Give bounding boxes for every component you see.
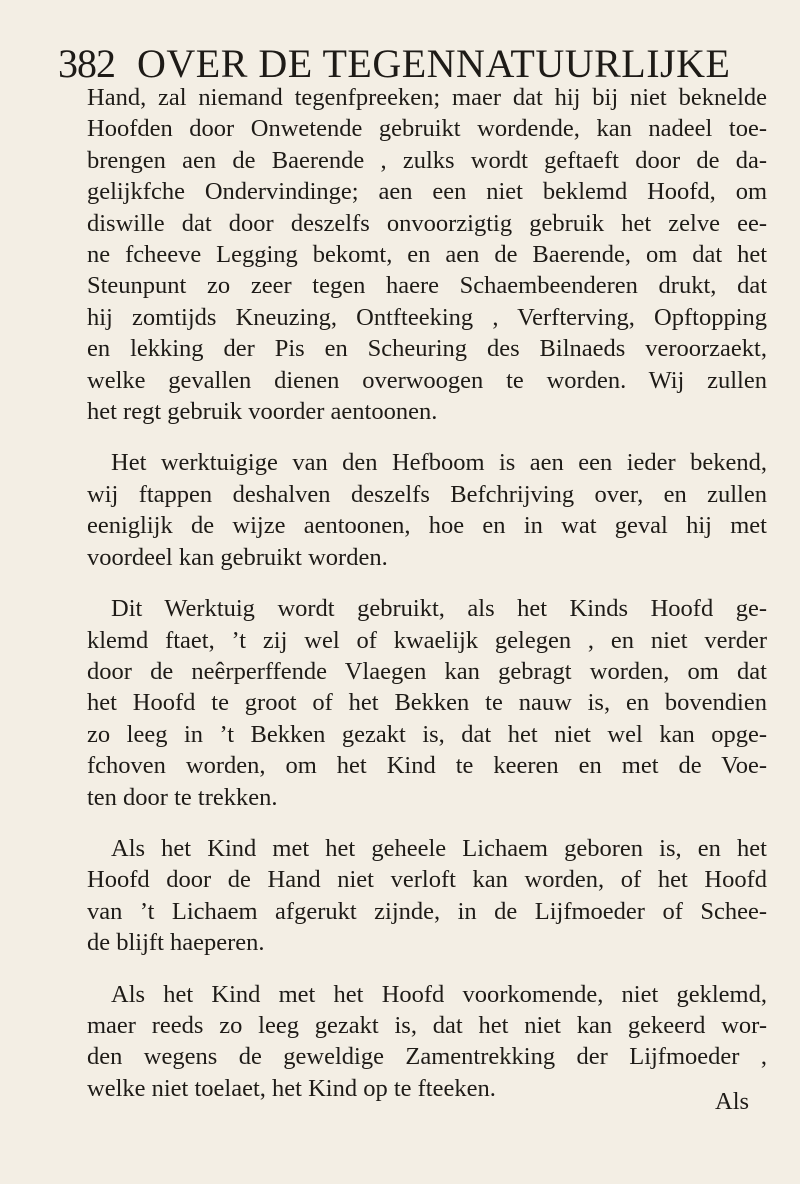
paragraph xyxy=(87,82,767,427)
text-line: Het werktuigige van den Hefboom is aen een ieder bekend, xyxy=(111,449,767,477)
running-title: OVER DE TEGENNATUURLIJKE xyxy=(137,41,731,86)
paragraph xyxy=(87,593,767,813)
text-line: het regt gebruik voorder aentoonen. xyxy=(87,398,438,426)
text-line: wij ftappen deshalven deszelfs Befchrijving over, en zullen xyxy=(87,480,767,508)
text-line: door de neêrperffende Vlaegen kan gebragt worden, om dat xyxy=(87,657,767,685)
text-line: maer reeds zo leeg gezakt is, dat het niet kan gekeerd wor- xyxy=(87,1011,767,1039)
text-line: hij zomtijds Kneuzing, Ontfteeking , Verfterving, Opftopping xyxy=(87,303,767,331)
text-line: welke niet toelaet, het Kind op te fteeken. xyxy=(87,1074,496,1102)
text-line: het Hoofd te groot of het Bekken te nauw is, en bovendien xyxy=(87,689,767,717)
text-line: Hoofden door Onwetende gebruikt wordende, kan nadeel toe- xyxy=(87,115,767,143)
text-line: Steunpunt zo zeer tegen haere Schaembeenderen drukt, dat xyxy=(87,272,767,300)
text-line: voordeel kan gebruikt worden. xyxy=(87,543,388,571)
body-text xyxy=(87,82,767,1104)
text-line: van ’t Lichaem afgerukt zijnde, in de Lijfmoeder of Schee- xyxy=(87,897,767,925)
text-line: fchoven worden, om het Kind te keeren en met de Voe- xyxy=(87,752,767,780)
text-line: welke gevallen dienen overwoogen te worden. Wij zullen xyxy=(87,366,767,394)
text-line: ne fcheeve Legging bekomt, en aen de Baerende, om dat het xyxy=(87,241,767,269)
text-line: diswille dat door deszelfs onvoorzigtig gebruik het zelve ee- xyxy=(87,209,767,237)
text-line: gelijkfche Ondervindinge; aen een niet beklemd Hoofd, om xyxy=(87,178,767,206)
text-line: eeniglijk de wijze aentoonen, hoe en in wat geval hij met xyxy=(87,512,767,540)
text-line: Dit Werktuig wordt gebruikt, als het Kinds Hoofd ge- xyxy=(111,595,767,623)
paragraph xyxy=(87,447,767,573)
text-line: en lekking der Pis en Scheuring des Bilnaeds veroorzaekt, xyxy=(87,335,767,363)
text-line: den wegens de geweldige Zamentrekking der Lijfmoeder , xyxy=(87,1043,767,1071)
text-line: zo leeg in ’t Bekken gezakt is, dat het niet wel kan opge- xyxy=(87,720,767,748)
text-line: Als het Kind met het geheele Lichaem geboren is, en het xyxy=(111,834,767,862)
paragraph xyxy=(87,833,767,959)
text-line: Als het Kind met het Hoofd voorkomende, niet geklemd, xyxy=(111,980,767,1008)
text-line: ten door te trekken. xyxy=(87,783,278,811)
page-number: 382 xyxy=(58,41,115,86)
text-line: brengen aen de Baerende , zulks wordt geftaeft door de da- xyxy=(87,146,767,174)
text-line: Hand, zal niemand tegenfpreeken; maer dat hij bij niet beknelde xyxy=(87,84,767,111)
page-header xyxy=(58,40,758,87)
catchword: Als xyxy=(715,1088,750,1115)
text-line: Hoofd door de Hand niet verloft kan worden, of het Hoofd xyxy=(87,866,767,894)
text-line: klemd ftaet, ’t zij wel of kwaelijk gelegen , en niet verder xyxy=(87,626,767,654)
paragraph xyxy=(87,979,767,1105)
text-line: de blijft haeperen. xyxy=(87,929,265,957)
